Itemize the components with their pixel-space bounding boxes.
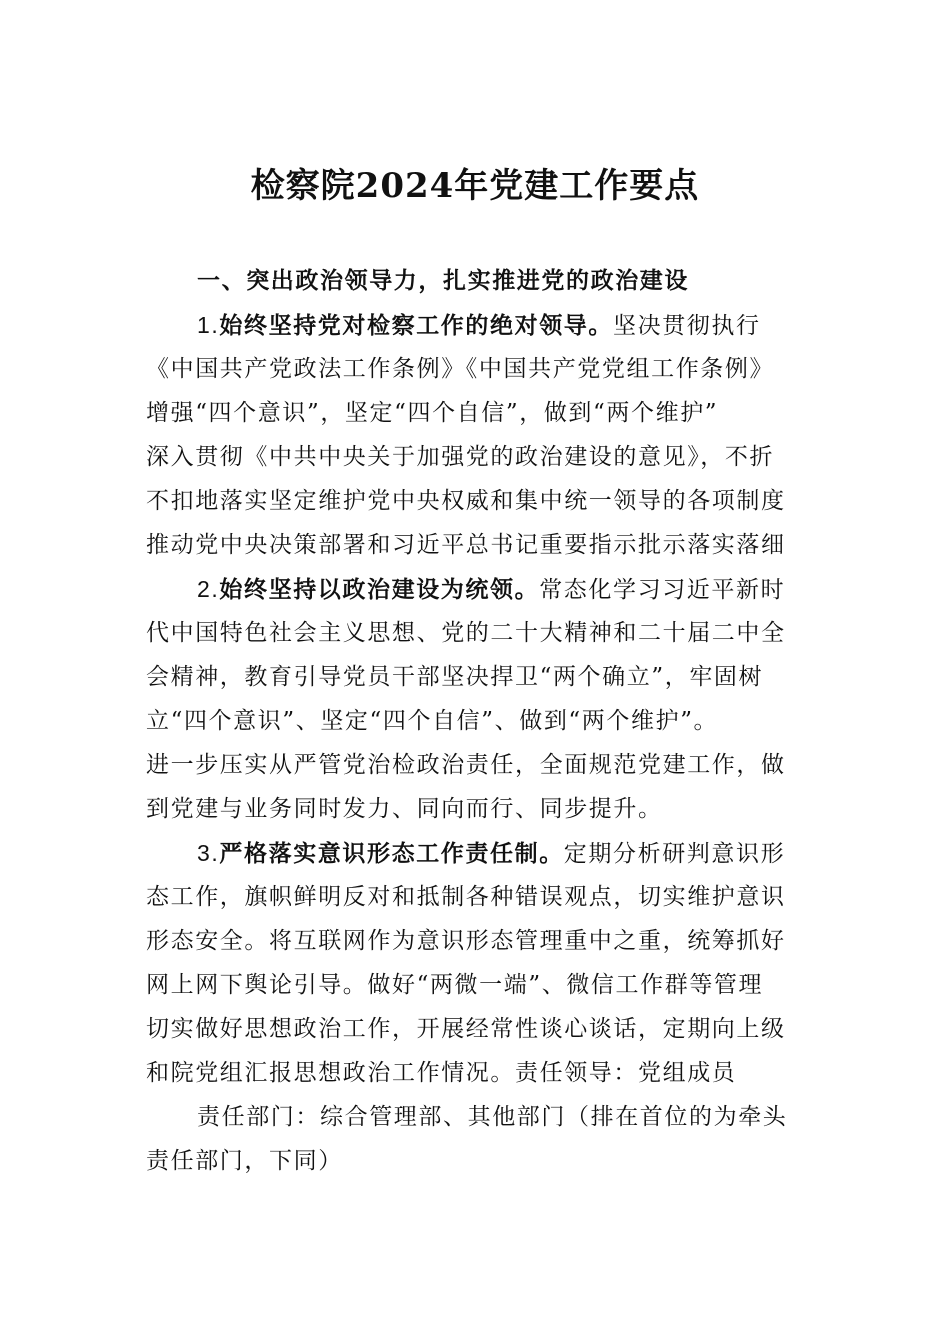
item-1-lead-text: 始终坚持党对检察工作的绝对领导。 [219, 313, 613, 339]
item-3-lead [197, 841, 564, 867]
item-3-lead-text: 严格落实意识形态工作责任制。 [219, 841, 564, 867]
paragraph-line: 进一步压实从严管党治检政治责任，全面规范党建工作，做 [146, 752, 786, 778]
paragraph-line: 和院党组汇报思想政治工作情况。责任领导：党组成员 [146, 1060, 737, 1086]
paragraph-line: 深入贯彻《中共中央关于加强党的政治建设的意见》，不折 [146, 444, 775, 470]
paragraph-line: 增强“四个意识”，坚定“四个自信”，做到“两个维护” [146, 400, 719, 426]
item-1-first-line-rest: 坚决贯彻执行 [613, 313, 761, 339]
item-3-number: 3. [197, 840, 220, 866]
paragraph-line: 态工作，旗帜鲜明反对和抵制各种错误观点，切实维护意识 [146, 884, 786, 910]
responsibility-line-1: 责任部门：综合管理部、其他部门（排在首位的为牵头 [197, 1104, 788, 1130]
document-body [146, 259, 811, 1183]
paragraph-line: 网上网下舆论引导。做好“两微一端”、微信工作群等管理 [146, 972, 764, 998]
document-title: 检察院2024年党建工作要点 [250, 166, 700, 206]
item-2-first-line-rest: 常态化学习习近平新时 [539, 577, 786, 603]
item-3-first-line-rest: 定期分析研判意识形 [563, 841, 786, 867]
item-1-number: 1. [197, 312, 220, 338]
paragraph-line: 到党建与业务同时发力、同向而行、同步提升。 [146, 796, 663, 822]
item-2-first-line [146, 567, 811, 611]
item-2-lead [197, 577, 539, 603]
paragraph-line: 不扣地落实坚定维护党中央权威和集中统一领导的各项制度 [146, 488, 786, 514]
item-1-first-line [146, 303, 811, 347]
paragraph-line: 代中国特色社会主义思想、党的二十大精神和二十届二中全 [146, 620, 786, 646]
paragraph-line: 推动党中央决策部署和习近平总书记重要指示批示落实落细 [146, 532, 786, 558]
paragraph-line: 会精神，教育引导党员干部坚决捍卫“两个确立”，牢固树 [146, 664, 764, 690]
item-1-lead [197, 313, 613, 339]
paragraph-line: 形态安全。将互联网作为意识形态管理重中之重，统筹抓好 [146, 928, 786, 954]
paragraph-line: 切实做好思想政治工作，开展经常性谈心谈话，定期向上级 [146, 1016, 786, 1042]
paragraph-line: 立“四个意识”、坚定“四个自信”、做到“两个维护”。 [146, 708, 719, 734]
section-heading-1: 一、突出政治领导力，扎实推进党的政治建设 [197, 268, 689, 294]
responsibility-line-2: 责任部门，下同） [146, 1148, 343, 1174]
item-2-number: 2. [197, 576, 220, 602]
item-3-first-line [146, 831, 811, 875]
paragraph-line: 《中国共产党政法工作条例》《中国共产党党组工作条例》 [146, 356, 775, 382]
item-2-lead-text: 始终坚持以政治建设为统领。 [219, 577, 540, 603]
